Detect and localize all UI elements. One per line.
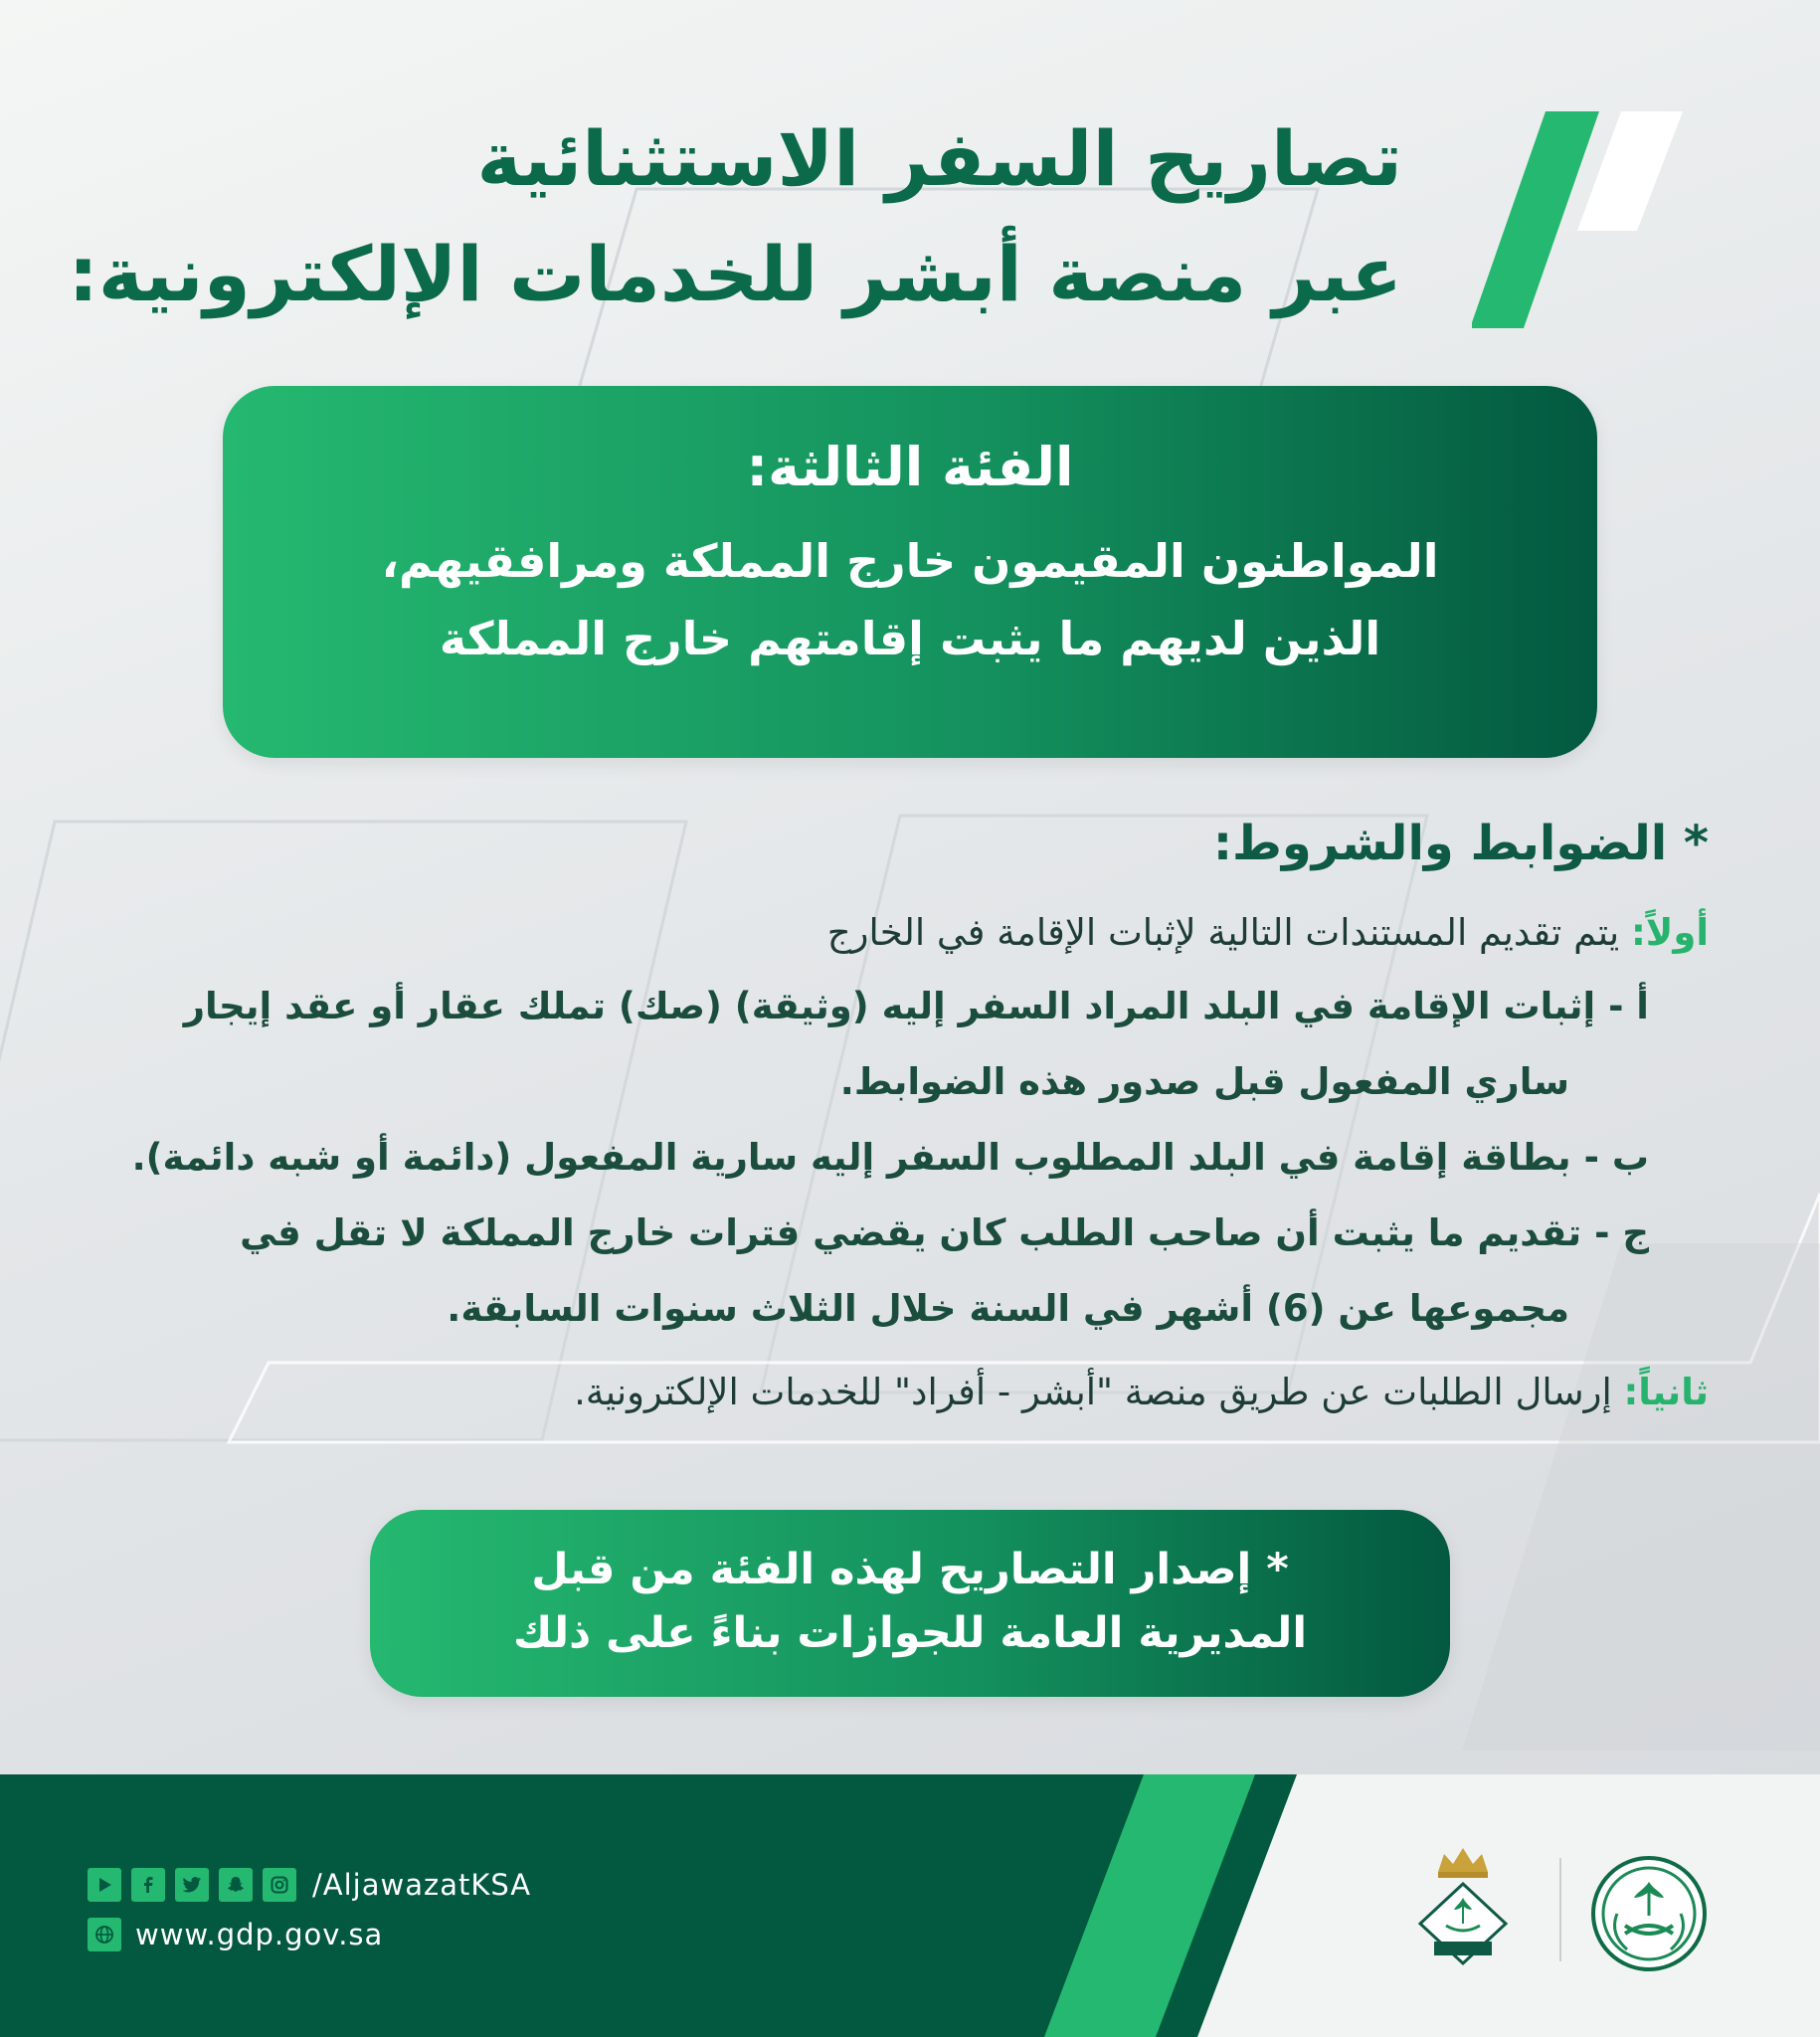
website-link[interactable]: www.gdp.gov.sa bbox=[135, 1918, 384, 1951]
quote-mark-bars bbox=[1472, 99, 1691, 338]
conditions-section bbox=[58, 816, 1709, 1420]
social-handle[interactable]: /AljawazatKSA bbox=[312, 1868, 532, 1902]
item-b: ب - بطاقة إقامة في البلد المطلوب السفر إليه سارية المفعول (دائمة أو شبه دائمة). bbox=[131, 1136, 1649, 1179]
jawazat-emblem bbox=[1408, 1844, 1518, 1971]
first-label: أولاً: bbox=[1630, 911, 1709, 954]
title-line-1: تصاريح السفر الاستثنائية bbox=[476, 114, 1402, 203]
category-description bbox=[223, 522, 1597, 677]
facebook-icon[interactable] bbox=[131, 1868, 165, 1902]
second-condition bbox=[58, 1365, 1709, 1420]
item-c-line-2: مجموعها عن (6) أشهر في السنة خلال الثلاث سنوات السابقة. bbox=[447, 1287, 1569, 1330]
instagram-icon[interactable] bbox=[263, 1868, 296, 1902]
twitter-icon[interactable] bbox=[175, 1868, 209, 1902]
note-line-2: المديرية العامة للجوازات بناءً على ذلك bbox=[512, 1608, 1308, 1658]
item-a-line-2: ساري المفعول قبل صدور هذه الضوابط. bbox=[839, 1060, 1569, 1103]
category-line-2: الذين لديهم ما يثبت إقامتهم خارج المملكة bbox=[439, 612, 1381, 665]
youtube-icon[interactable] bbox=[88, 1868, 121, 1902]
category-line-1: المواطنون المقيمون خارج المملكة ومرافقيهم، bbox=[381, 534, 1439, 588]
first-text: يتم تقديم المستندات التالية لإثبات الإقامة في الخارج bbox=[826, 911, 1631, 954]
second-label: ثانياً: bbox=[1623, 1371, 1709, 1413]
snapchat-icon[interactable] bbox=[219, 1868, 253, 1902]
item-c-line-1: ج - تقديم ما يثبت أن صاحب الطلب كان يقضي فترات خارج المملكة لا تقل في bbox=[240, 1211, 1649, 1254]
item-a-line-1: أ - إثبات الإقامة في البلد المراد السفر إليه (وثيقة) (صك) تملك عقار أو عقد إيجار bbox=[183, 985, 1649, 1027]
footer bbox=[0, 1774, 1820, 2037]
globe-icon bbox=[88, 1918, 121, 1951]
website-row bbox=[88, 1916, 383, 1953]
category-card bbox=[223, 386, 1597, 758]
conditions-heading: * الضوابط والشروط: bbox=[1212, 816, 1709, 871]
title-line-2: عبر منصة أبشر للخدمات الإلكترونية: bbox=[68, 230, 1402, 318]
second-text: إرسال الطلبات عن طريق منصة "أبشر - أفراد" للخدمات الإلكترونية. bbox=[574, 1371, 1624, 1413]
note-text bbox=[370, 1538, 1450, 1665]
category-heading: الفئة الثالثة: bbox=[746, 436, 1074, 498]
note-card bbox=[370, 1510, 1450, 1697]
ministry-emblem bbox=[1589, 1854, 1709, 1973]
logo-divider bbox=[1559, 1858, 1561, 1961]
social-links bbox=[88, 1866, 531, 1904]
note-line-1: * إصدار التصاريح لهذه الفئة من قبل bbox=[531, 1545, 1289, 1594]
page-title bbox=[68, 101, 1402, 332]
first-condition bbox=[58, 905, 1709, 961]
